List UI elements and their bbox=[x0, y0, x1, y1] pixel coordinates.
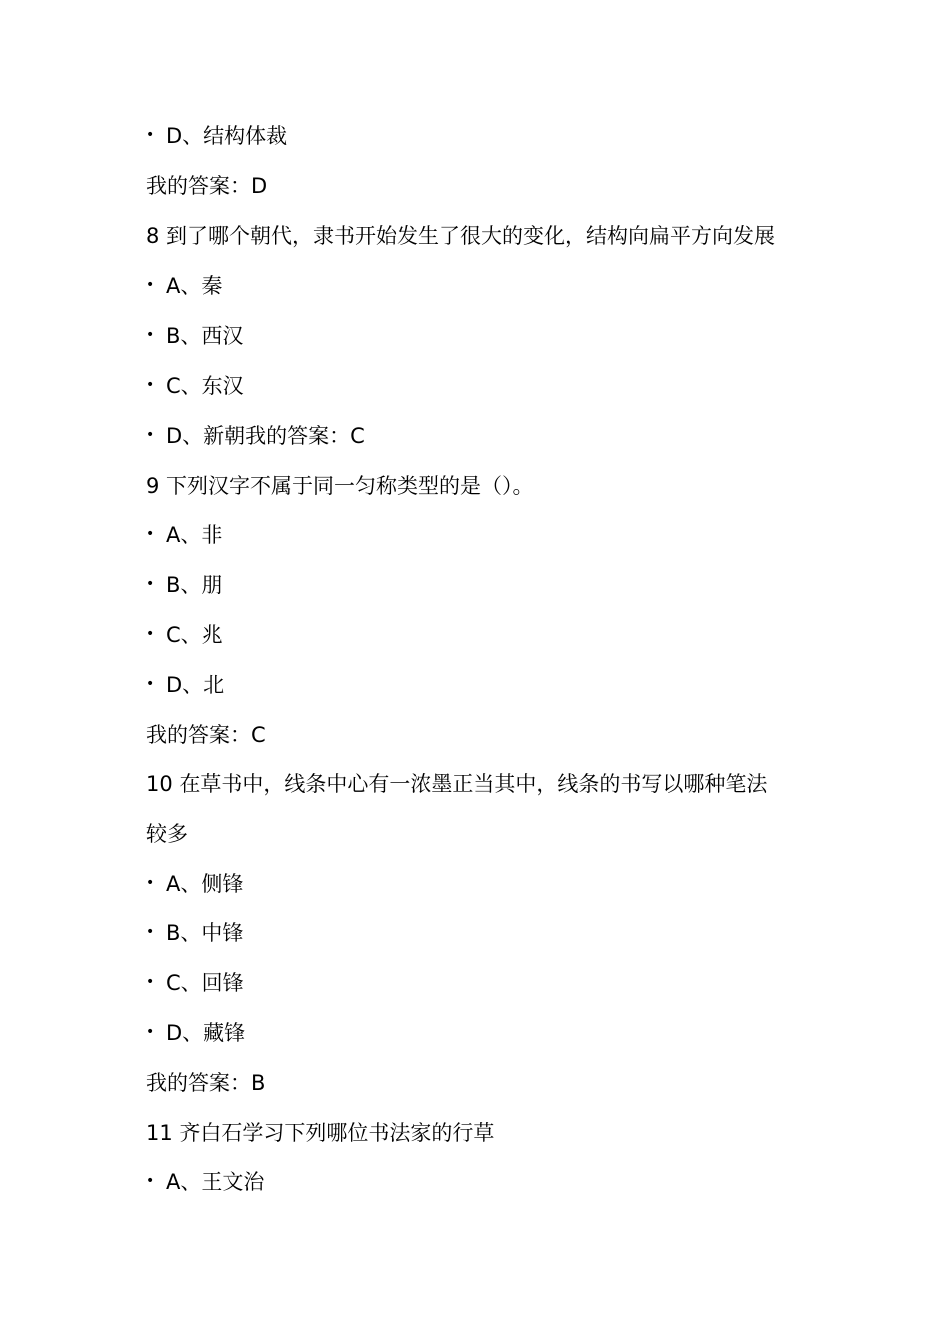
option-text: D、结构体裁 bbox=[166, 124, 288, 148]
bullet-icon: • bbox=[146, 974, 155, 990]
question-text: 8 到了哪个朝代，隶书开始发生了很大的变化，结构向扁平方向发展 bbox=[146, 224, 776, 248]
question-text: 10 在草书中，线条中心有一浓墨正当其中，线条的书写以哪种笔法 bbox=[146, 772, 768, 796]
my-answer: 我的答案：D bbox=[146, 174, 268, 198]
bullet-icon: • bbox=[146, 327, 155, 343]
question-text-continued: 较多 bbox=[146, 822, 188, 846]
option-line bbox=[146, 869, 243, 900]
bullet-icon: • bbox=[146, 626, 155, 642]
bullet-icon: • bbox=[146, 526, 155, 542]
my-answer: 我的答案：B bbox=[146, 1071, 266, 1095]
option-text: D、北 bbox=[166, 673, 225, 697]
bullet-icon: • bbox=[146, 427, 155, 443]
option-text: D、藏锋 bbox=[166, 1021, 246, 1045]
bullet-icon: • bbox=[146, 127, 155, 143]
option-line bbox=[146, 371, 244, 402]
bullet-icon: • bbox=[146, 277, 155, 293]
option-text: C、东汉 bbox=[166, 374, 244, 398]
option-line bbox=[146, 421, 365, 452]
option-line bbox=[146, 1018, 245, 1049]
bullet-icon: • bbox=[146, 576, 155, 592]
bullet-icon: • bbox=[146, 377, 155, 393]
option-line bbox=[146, 271, 222, 302]
option-text: C、兆 bbox=[166, 623, 223, 647]
option-text: D、新朝我的答案：C bbox=[166, 424, 365, 448]
option-text: A、秦 bbox=[166, 274, 223, 298]
option-text: A、王文治 bbox=[166, 1170, 265, 1194]
option-line bbox=[146, 321, 243, 352]
option-text: B、西汉 bbox=[166, 324, 244, 348]
option-line bbox=[146, 918, 243, 949]
option-line bbox=[146, 520, 222, 551]
option-line bbox=[146, 620, 223, 651]
option-text: B、中锋 bbox=[166, 921, 244, 945]
bullet-icon: • bbox=[146, 875, 155, 891]
bullet-icon: • bbox=[146, 1173, 155, 1189]
option-text: A、非 bbox=[166, 523, 223, 547]
option-line bbox=[146, 670, 224, 701]
bullet-icon: • bbox=[146, 1024, 155, 1040]
option-line bbox=[146, 968, 244, 999]
question-text: 9 下列汉字不属于同一匀称类型的是（）。 bbox=[146, 474, 534, 498]
option-line bbox=[146, 1167, 264, 1198]
option-line bbox=[146, 570, 222, 601]
bullet-icon: • bbox=[146, 676, 155, 692]
option-text: A、侧锋 bbox=[166, 872, 244, 896]
option-line bbox=[146, 121, 287, 152]
question-text: 11 齐白石学习下列哪位书法家的行草 bbox=[146, 1121, 495, 1145]
option-text: C、回锋 bbox=[166, 971, 244, 995]
bullet-icon: • bbox=[146, 924, 155, 940]
my-answer: 我的答案：C bbox=[146, 723, 266, 747]
option-text: B、朋 bbox=[166, 573, 223, 597]
